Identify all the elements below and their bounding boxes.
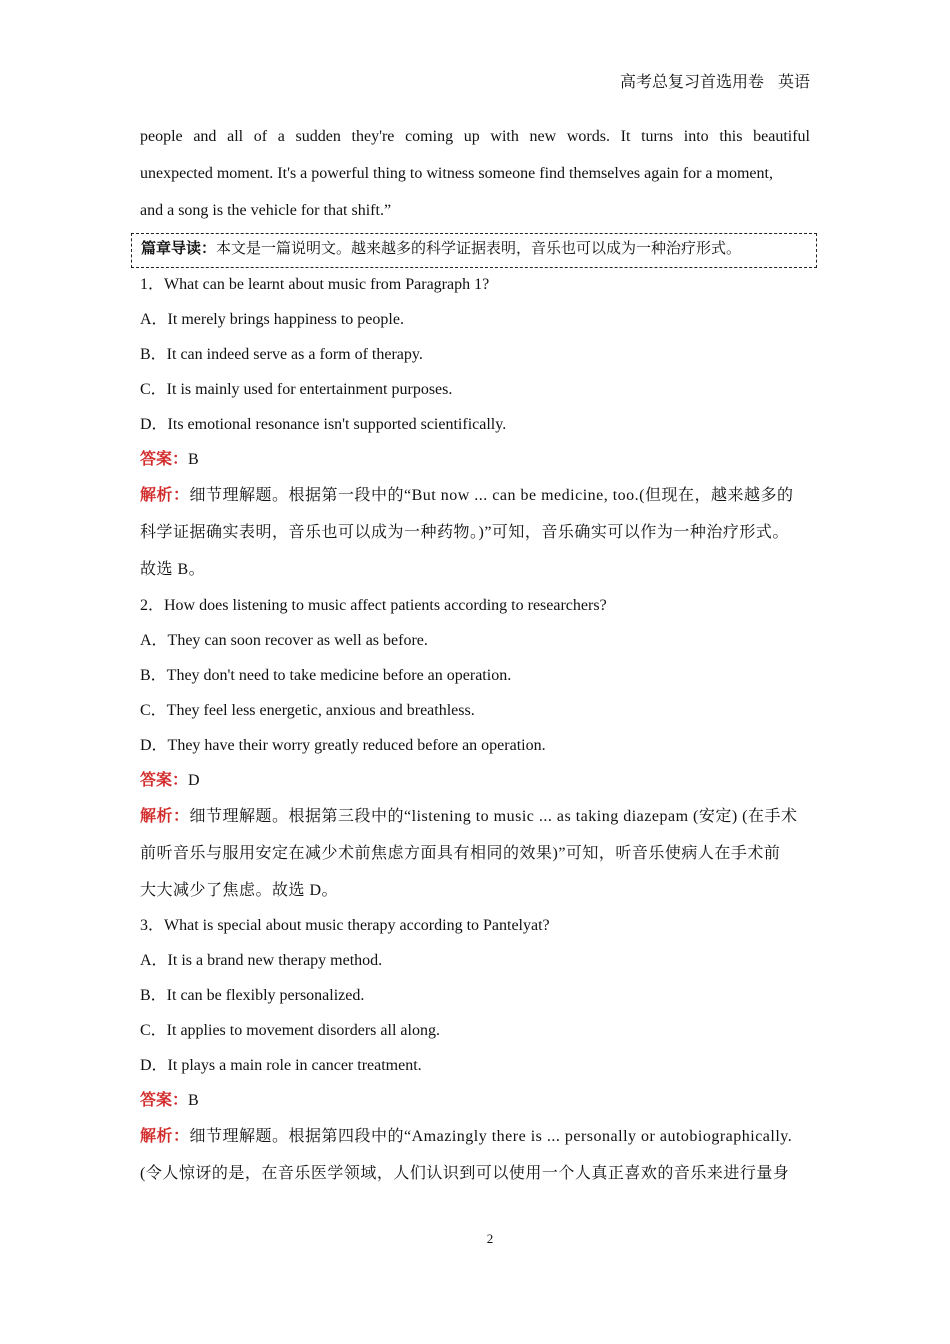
answer-value: B [188,1092,199,1109]
passage-line: and a song is the vehicle for that shift.” [140,202,392,219]
option-d: D．They have their worry greatly reduced before an operation. [140,737,546,754]
question-2 [140,588,820,909]
question-3 [140,908,820,1192]
option-b: B．They don't need to take medicine before an operation. [140,667,512,684]
option-a: A．It merely brings happiness to people. [140,311,404,328]
explanation-line: (令人惊讶的是，在音乐医学领域，人们认识到可以使用一个人真正喜欢的音乐来进行量身 [140,1165,790,1182]
option-b: B．It can indeed serve as a form of therapy. [140,346,423,363]
explanation-line: 细节理解题。根据第一段中的“But now ... can be medicine, too.(但现在，越来越多的 [189,487,794,504]
answer-label: 答案： [140,1092,189,1109]
explanation-label: 解析： [140,808,190,825]
explanation-line: 细节理解题。根据第三段中的“listening to music ... as taking diazepam (安定) (在手术 [189,808,798,825]
answer-line [140,763,820,798]
option-c: C．It applies to movement disorders all along. [140,1022,440,1039]
explanation-label: 解析： [140,487,190,504]
explanation-line: 科学证据确实表明，音乐也可以成为一种药物。)”可知，音乐确实可以作为一种治疗形式。 [140,524,789,541]
guide-text: 本文是一篇说明文。越来越多的科学证据表明，音乐也可以成为一种治疗形式。 [216,241,742,257]
page-number: 2 [486,1231,494,1246]
explanation-line: 故选 B。 [140,561,206,578]
question-stem: 2．How does listening to music affect patients according to researchers? [140,597,607,614]
answer-line [140,442,820,477]
guide-label: 篇章导读： [141,241,217,257]
option-d: D．It plays a main role in cancer treatment. [140,1057,422,1074]
page-header [620,69,810,92]
answer-label: 答案： [140,451,189,468]
passage-line: unexpected moment. It's a powerful thing to witness someone find themselves again for a moment, [140,165,773,182]
explanation [140,477,820,588]
option-b: B．It can be flexibly personalized. [140,987,365,1004]
explanation-line: 前听音乐与服用安定在减少术前焦虑方面具有相同的效果)”可知，听音乐使病人在手术前 [140,845,781,862]
option-c: C．It is mainly used for entertainment purposes. [140,381,453,398]
question-stem: 1．What can be learnt about music from Paragraph 1? [140,276,490,293]
chapter-guide-box [131,233,817,268]
passage-tail [140,118,810,229]
option-a: A．It is a brand new therapy method. [140,952,383,969]
question-1 [140,267,820,588]
passage-line: people and all of a sudden they're coming up with new words. It turns into this beautiful [140,128,810,145]
explanation [140,798,820,909]
option-c: C．They feel less energetic, anxious and breathless. [140,702,475,719]
answer-label: 答案： [140,772,189,789]
option-a: A．They can soon recover as well as before. [140,632,428,649]
answer-line [140,1083,820,1118]
subject-label: 英语 [777,74,810,91]
answer-value: D [188,772,200,789]
question-stem: 3．What is special about music therapy according to Pantelyat? [140,917,550,934]
explanation-line: 大大减少了焦虑。故选 D。 [140,882,339,899]
explanation [140,1118,820,1192]
explanation-line: 细节理解题。根据第四段中的“Amazingly there is ... personally or autobiographically. [189,1128,793,1145]
book-title: 高考总复习首选用卷 [619,74,764,91]
answer-value: B [188,451,199,468]
option-d: D．Its emotional resonance isn't supported scientifically. [140,416,507,433]
explanation-label: 解析： [140,1128,190,1145]
